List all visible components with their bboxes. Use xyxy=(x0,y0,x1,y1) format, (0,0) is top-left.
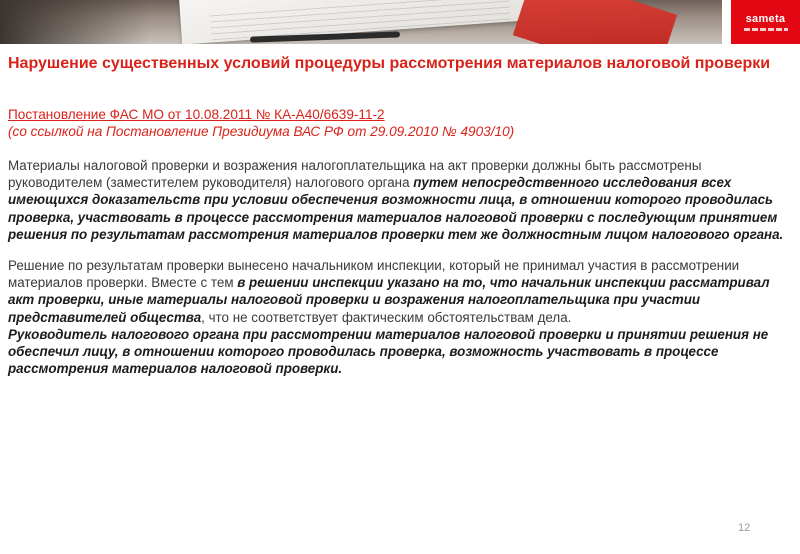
paragraph-3-emphasis: Руководитель налогового органа при рассмотрении материалов налоговой проверки и принятии решения не обеспечил лицу, в отношении которого проводилась проверка, возможность участвовать в процессе рассмотрения материалов налоговой проверки. xyxy=(8,326,769,377)
paragraph-1 xyxy=(8,157,794,243)
ruling-reference xyxy=(8,106,788,140)
ruling-line-1: Постановление ФАС МО от 10.08.2011 № КА-А40/6639-11-2 xyxy=(8,107,385,122)
company-logo xyxy=(731,0,800,44)
logo-text: sameta xyxy=(745,13,786,25)
paragraph-2-emphasis: в решении инспекции указано на то, что начальник инспекции рассматривал акт проверки, иные материалы налоговой проверки и возражения налогоплательщика при участии представителей общества xyxy=(8,275,770,325)
paragraph-1-emphasis: путем непосредственного исследования всех имеющихся доказательств при условии обеспечения возможности лица, в отношении которого проводилась проверка, участвовать в процессе рассмотрения материалов налоговой проверки с последующим принятием решения по результатам рассмотрения материалов проверки тем же должностным лицом налогового органа. xyxy=(8,175,784,242)
red-folder-graphic xyxy=(513,0,677,44)
paragraph-2-text-end: , что не соответствует фактическим обстоятельствам дела. xyxy=(201,309,572,325)
logo-stripe xyxy=(744,28,788,31)
slide-title: Нарушение существенных условий процедуры рассмотрения материалов налоговой проверки xyxy=(8,55,771,72)
page-number: 12 xyxy=(738,522,751,534)
header-photo-banner xyxy=(0,0,722,44)
paragraph-1-text: Материалы налоговой проверки и возражения налогоплательщика на акт проверки должны быть рассмотрены руководителем (заместителем руководителя) налогового органа xyxy=(8,158,702,191)
paragraph-2 xyxy=(8,257,794,326)
paragraph-3 xyxy=(8,326,794,378)
body-text xyxy=(8,157,794,377)
ruling-line-2: (со ссылкой на Постановление Президиума ВАС РФ от 29.09.2010 № 4903/10) xyxy=(8,124,515,139)
paragraph-2-text: Решение по результатам проверки вынесено начальником инспекции, который не принимал участия в рассмотрении материалов проверки. Вместе с тем xyxy=(8,258,740,291)
